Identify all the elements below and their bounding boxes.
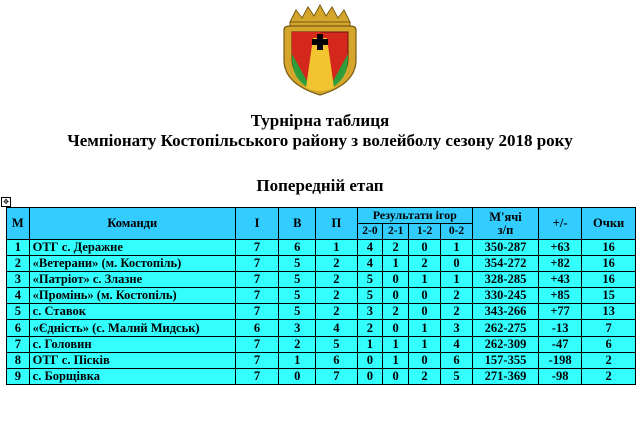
points-cell: 2 [582,352,636,368]
result-1-2-cell: 2 [409,256,441,272]
header-diff: +/- [538,208,581,240]
played-cell: 7 [235,272,278,288]
result-1-2-cell: 0 [409,240,441,256]
result-0-2-cell: 3 [441,320,473,336]
result-2-1-cell: 1 [383,352,409,368]
diff-cell: +63 [538,240,581,256]
balls-cell: 354-272 [473,256,539,272]
played-cell: 7 [235,304,278,320]
losses-cell: 2 [316,272,357,288]
district-coat-of-arms [280,4,360,96]
losses-cell: 2 [316,304,357,320]
result-2-1-cell: 0 [383,288,409,304]
wins-cell: 3 [279,320,316,336]
header-result-0-2: 0-2 [441,224,473,240]
rank-cell: 9 [7,368,30,384]
rank-cell: 1 [7,240,30,256]
rank-cell: 8 [7,352,30,368]
result-2-1-cell: 0 [383,272,409,288]
rank-cell: 3 [7,272,30,288]
rank-cell: 5 [7,304,30,320]
points-cell: 16 [582,240,636,256]
diff-cell: -47 [538,336,581,352]
result-2-1-cell: 1 [383,256,409,272]
wins-cell: 5 [279,304,316,320]
header-points: Очки [582,208,636,240]
balls-cell: 350-287 [473,240,539,256]
table-row [7,288,636,304]
played-cell: 7 [235,240,278,256]
balls-cell: 330-245 [473,288,539,304]
page-subtitle: Чемпіонату Костопільського району з волейболу сезону 2018 року [67,131,573,150]
result-0-2-cell: 4 [441,336,473,352]
table-row [7,304,636,320]
result-2-0-cell: 0 [357,368,383,384]
team-name-cell: «Єдність» (с. Малий Мидськ) [29,320,235,336]
team-name-cell: ОТГ с. Пісків [29,352,235,368]
losses-cell: 5 [316,336,357,352]
result-1-2-cell: 1 [409,272,441,288]
rank-cell: 4 [7,288,30,304]
header-result-1-2: 1-2 [409,224,441,240]
result-0-2-cell: 5 [441,368,473,384]
losses-cell: 4 [316,320,357,336]
header-results-group: Результати ігор [357,208,472,224]
diff-cell: -13 [538,320,581,336]
balls-cell: 343-266 [473,304,539,320]
table-row [7,256,636,272]
result-0-2-cell: 2 [441,304,473,320]
diff-cell: -98 [538,368,581,384]
header-balls-line1: М'ячі [489,209,522,224]
header-losses: П [316,208,357,240]
result-2-1-cell: 1 [383,336,409,352]
rank-cell: 2 [7,256,30,272]
header-played: І [235,208,278,240]
played-cell: 7 [235,352,278,368]
table-move-handle-icon[interactable]: ✥ [1,197,11,207]
result-1-2-cell: 0 [409,304,441,320]
played-cell: 6 [235,320,278,336]
result-1-2-cell: 2 [409,368,441,384]
team-name-cell: «Промінь» (м. Костопіль) [29,288,235,304]
result-0-2-cell: 1 [441,272,473,288]
header-rank: М [7,208,30,240]
header-result-2-1: 2-1 [383,224,409,240]
header-team: Команди [29,208,235,240]
result-2-1-cell: 2 [383,304,409,320]
losses-cell: 7 [316,368,357,384]
result-0-2-cell: 1 [441,240,473,256]
header-balls-line2: з/п [497,222,514,237]
played-cell: 7 [235,336,278,352]
result-2-1-cell: 2 [383,240,409,256]
table-row [7,368,636,384]
team-name-cell: с. Головин [29,336,235,352]
result-1-2-cell: 0 [409,352,441,368]
header-wins: В [279,208,316,240]
team-name-cell: «Ветерани» (м. Костопіль) [29,256,235,272]
diff-cell: +43 [538,272,581,288]
played-cell: 7 [235,368,278,384]
points-cell: 16 [582,272,636,288]
wins-cell: 2 [279,336,316,352]
losses-cell: 2 [316,256,357,272]
table-row [7,272,636,288]
result-0-2-cell: 6 [441,352,473,368]
diff-cell: +77 [538,304,581,320]
played-cell: 7 [235,256,278,272]
balls-cell: 262-275 [473,320,539,336]
result-2-0-cell: 5 [357,288,383,304]
wins-cell: 1 [279,352,316,368]
result-2-1-cell: 0 [383,320,409,336]
standings-body [7,240,636,385]
table-row [7,352,636,368]
points-cell: 15 [582,288,636,304]
diff-cell: +85 [538,288,581,304]
wins-cell: 6 [279,240,316,256]
losses-cell: 2 [316,288,357,304]
result-0-2-cell: 2 [441,288,473,304]
table-row [7,336,636,352]
points-cell: 6 [582,336,636,352]
diff-cell: -198 [538,352,581,368]
points-cell: 13 [582,304,636,320]
result-2-0-cell: 1 [357,336,383,352]
points-cell: 16 [582,256,636,272]
losses-cell: 1 [316,240,357,256]
team-name-cell: с. Борщівка [29,368,235,384]
result-2-0-cell: 0 [357,352,383,368]
result-2-1-cell: 0 [383,368,409,384]
result-2-0-cell: 3 [357,304,383,320]
result-2-0-cell: 5 [357,272,383,288]
points-cell: 7 [582,320,636,336]
wins-cell: 5 [279,256,316,272]
diff-cell: +82 [538,256,581,272]
page-title: Турнірна таблиця [250,111,390,130]
header-balls [473,208,539,240]
balls-cell: 328-285 [473,272,539,288]
team-name-cell: с. Ставок [29,304,235,320]
header-result-2-0: 2-0 [357,224,383,240]
wins-cell: 5 [279,288,316,304]
result-1-2-cell: 1 [409,320,441,336]
balls-cell: 271-369 [473,368,539,384]
balls-cell: 262-309 [473,336,539,352]
standings-table [6,207,636,385]
points-cell: 2 [582,368,636,384]
team-name-cell: ОТГ с. Деражне [29,240,235,256]
rank-cell: 7 [7,336,30,352]
table-row [7,320,636,336]
rank-cell: 6 [7,320,30,336]
stage-heading: Попередній етап [256,176,384,195]
played-cell: 7 [235,288,278,304]
result-1-2-cell: 0 [409,288,441,304]
table-row [7,240,636,256]
coat-of-arms-icon [280,4,360,96]
result-0-2-cell: 0 [441,256,473,272]
result-2-0-cell: 4 [357,240,383,256]
balls-cell: 157-355 [473,352,539,368]
team-name-cell: «Патріот» с. Злазне [29,272,235,288]
wins-cell: 0 [279,368,316,384]
wins-cell: 5 [279,272,316,288]
losses-cell: 6 [316,352,357,368]
result-2-0-cell: 4 [357,256,383,272]
result-1-2-cell: 1 [409,336,441,352]
result-2-0-cell: 2 [357,320,383,336]
